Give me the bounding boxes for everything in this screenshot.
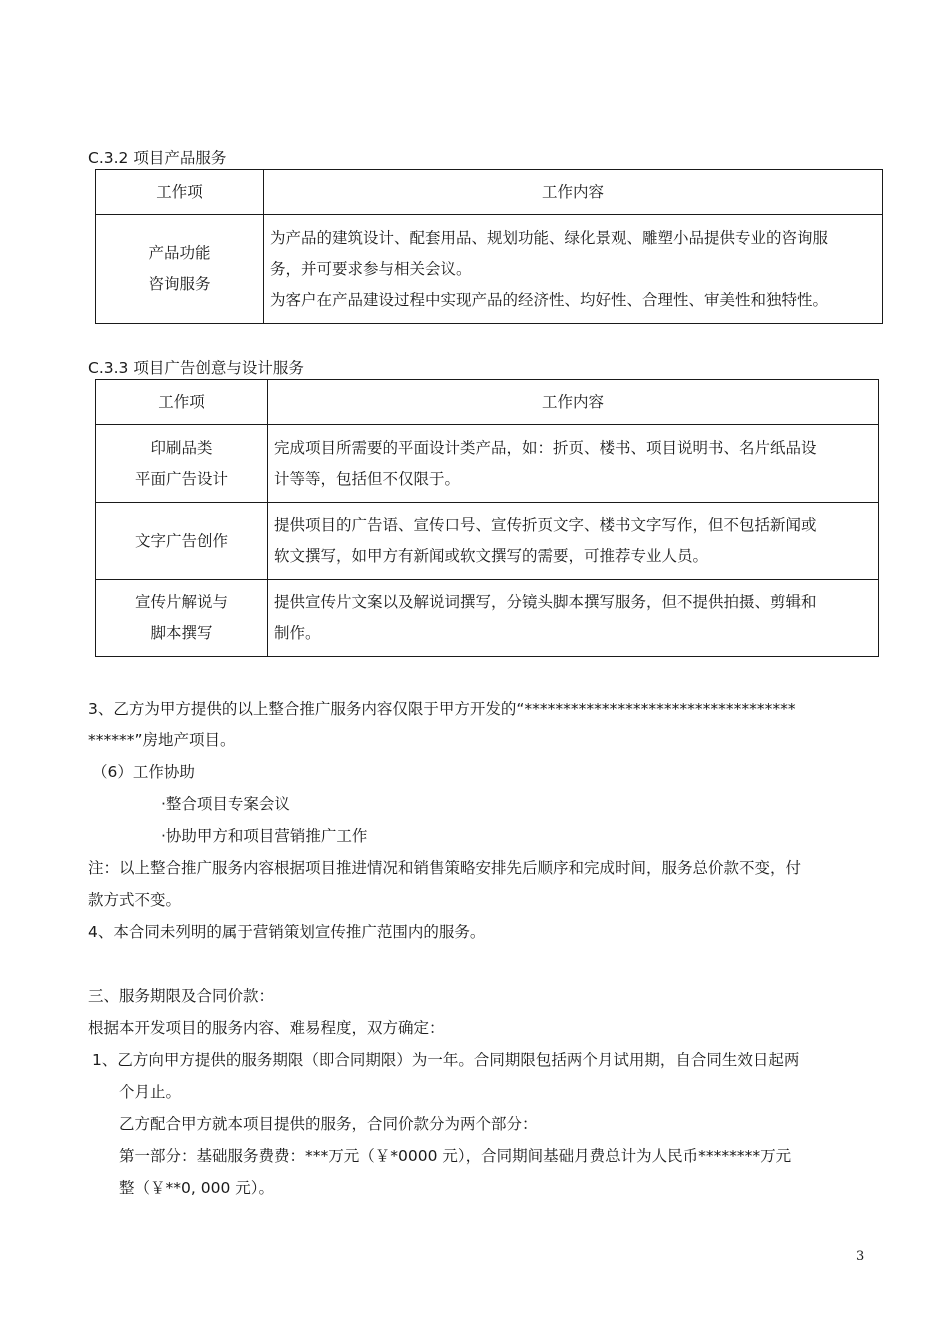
- paragraph-3-line: 3、乙方为甲方提供的以上整合推广服务内容仅限于甲方开发的“***********************************: [88, 700, 796, 718]
- page-number: 3: [856, 1249, 865, 1264]
- header-work-item: 工作项: [96, 380, 268, 425]
- item-1-line: 第一部分：基础服务费费：***万元（￥*0000 元），合同期间基础月费总计为人民币********万元: [119, 1147, 792, 1165]
- ad-design-service-table: [95, 379, 879, 657]
- row-content-line: 软文撰写，如甲方有新闻或软文撰写的需要，可推荐专业人员。: [274, 547, 709, 565]
- row-item-line: 印刷品类: [150, 438, 213, 457]
- section-title-c33: C.3.3 项目广告创意与设计服务: [88, 359, 304, 377]
- note-line: 注：以上整合推广服务内容根据项目推进情况和销售策略安排先后顺序和完成时间，服务总价款不变，付: [88, 859, 802, 877]
- row-content-cell: [268, 580, 879, 657]
- table-header-row: [96, 380, 879, 425]
- table-header-row: [96, 170, 883, 215]
- section-title-c32: C.3.2 项目产品服务: [88, 149, 227, 167]
- header-work-content: 工作内容: [268, 380, 879, 425]
- table-row: [96, 580, 879, 657]
- table-row: [96, 503, 879, 580]
- section-3-title: 三、服务期限及合同价款：: [88, 987, 275, 1005]
- work-assist-item: ·协助甲方和项目营销推广工作: [161, 827, 368, 845]
- row-content-line: 务，并可要求参与相关会议。: [270, 259, 472, 278]
- row-item-line: 脚本撰写: [150, 624, 213, 642]
- row-item-cell: [96, 503, 268, 580]
- row-content-line: 提供宣传片文案以及解说词撰写，分镜头脚本撰写服务，但不提供拍摄、剪辑和: [274, 593, 817, 611]
- paragraph-3-line: ******”房地产项目。: [88, 731, 236, 749]
- row-content-line: 完成项目所需要的平面设计类产品，如：折页、楼书、项目说明书、名片纸品设: [274, 438, 817, 457]
- row-item-cell: [96, 215, 264, 324]
- row-item-line: 文字广告创作: [134, 531, 228, 550]
- row-content-cell: [268, 425, 879, 503]
- product-service-table: [95, 169, 883, 324]
- paragraph-4: 4、本合同未列明的属于营销策划宣传推广范围内的服务。: [88, 923, 486, 941]
- work-assist-item: ·整合项目专案会议: [161, 795, 290, 813]
- item-1-line: 乙方配合甲方就本项目提供的服务，合同价款分为两个部分：: [119, 1115, 538, 1133]
- row-item-line: 宣传片解说与: [134, 593, 228, 611]
- row-item-line: 产品功能: [148, 244, 211, 262]
- row-item-line: 平面广告设计: [134, 469, 228, 488]
- header-work-item: 工作项: [96, 170, 264, 215]
- section-3-intro: 根据本开发项目的服务内容、难易程度，双方确定：: [88, 1019, 445, 1037]
- row-item-cell: [96, 425, 268, 503]
- header-work-content: 工作内容: [264, 170, 883, 215]
- item-1-line: 整（￥**0, 000 元）。: [119, 1179, 274, 1197]
- row-content-line: 计等等，包括但不仅限于。: [274, 469, 461, 488]
- row-content-cell: [264, 215, 883, 324]
- item-1-line: 1、乙方向甲方提供的服务期限（即合同期限）为一年。合同期限包括两个月试用期，自合同生效日起两: [92, 1051, 800, 1069]
- row-item-line: 咨询服务: [148, 275, 211, 293]
- row-content-line: 提供项目的广告语、宣传口号、宣传折页文字、楼书文字写作，但不包括新闻或: [274, 516, 817, 534]
- row-content-line: 制作。: [274, 624, 321, 642]
- row-content-line: 为客户在产品建设过程中实现产品的经济性、均好性、合理性、审美性和独特性。: [270, 290, 829, 309]
- row-content-cell: [268, 503, 879, 580]
- row-content-line: 为产品的建筑设计、配套用品、规划功能、绿化景观、雕塑小品提供专业的咨询服: [270, 228, 829, 247]
- table-row: [96, 425, 879, 503]
- table-row: [96, 215, 883, 324]
- item-1-line: 个月止。: [119, 1083, 182, 1101]
- row-item-cell: [96, 580, 268, 657]
- work-assist-title: （6）工作协助: [92, 763, 195, 781]
- note-line: 款方式不变。: [88, 891, 182, 909]
